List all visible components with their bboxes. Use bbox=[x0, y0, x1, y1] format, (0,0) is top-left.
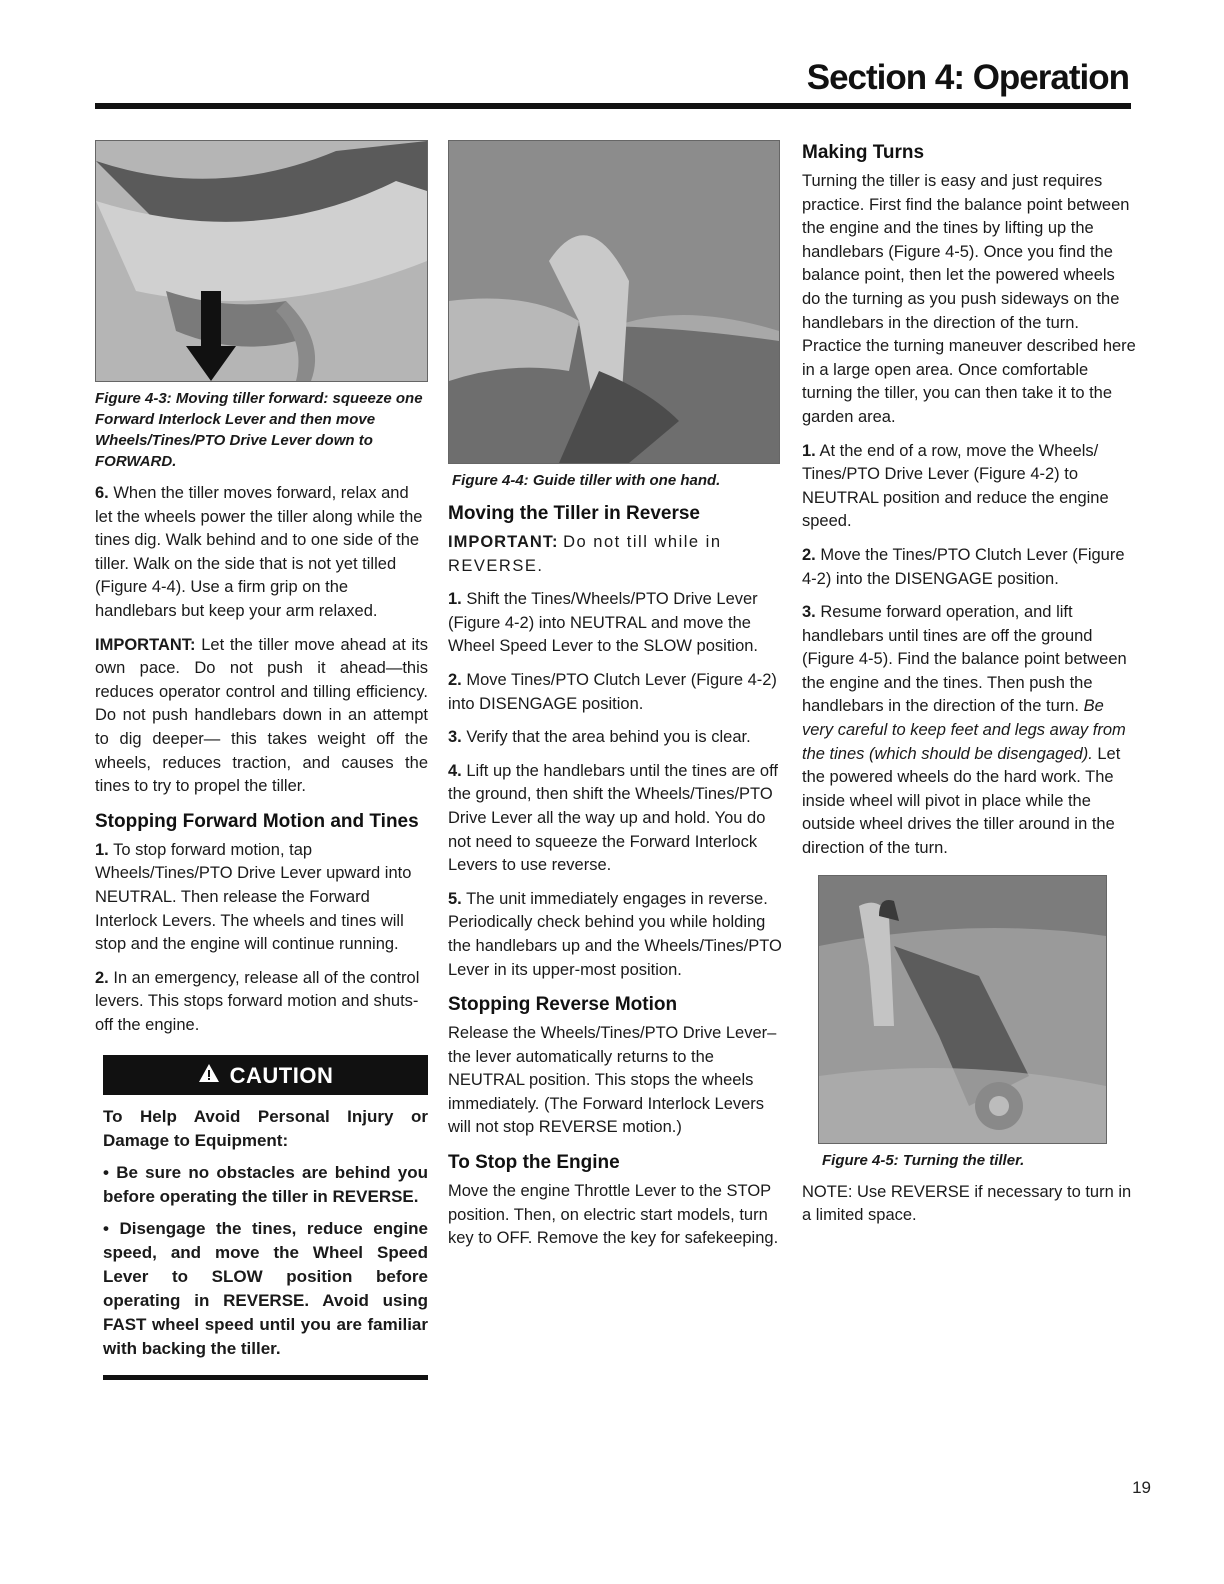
important-text: Let the tiller move ahead at its own pace. Do not push it ahead—this reduces operator control and tilling efficiency. Do not push handlebars down in an attempt to dig deeper— this takes weight off the wheels, reduces traction, and causes the tines to try to propel the tiller. bbox=[95, 635, 428, 796]
stop-step-1 bbox=[95, 839, 428, 957]
step-number: 1. bbox=[802, 441, 816, 460]
caution-bullet-1: • Be sure no obstacles are behind you before operating the tiller in REVERSE. bbox=[103, 1163, 428, 1207]
heading-stopping-forward: Stopping Forward Motion and Tines bbox=[95, 810, 419, 832]
turn-step-1 bbox=[802, 440, 1136, 534]
important-text: Do not till while in REVERSE. bbox=[448, 533, 722, 575]
warning-triangle-icon bbox=[198, 1063, 220, 1088]
reverse-step-4 bbox=[448, 760, 782, 878]
step-text: In an emergency, release all of the control levers. This stops forward motion and shuts-off the engine. bbox=[95, 968, 420, 1034]
turns-intro: Turning the tiller is easy and just requires practice. First find the balance point between the engine and the tines by lifting up the handlebars (Figure 4-5). Once you find the balance point, then let the powered wheels do the turning as you push sideways on the handlebars in the direction of the turn. Practice the turning maneuver described here in a large open area. Once comfortable turning the tiller, you can then take it to the garden area. bbox=[802, 172, 1136, 426]
caution-bottom-rule bbox=[103, 1375, 428, 1380]
heading-stop-engine: To Stop the Engine bbox=[448, 1152, 620, 1174]
caution-label: CAUTION bbox=[229, 1062, 334, 1088]
step-warning-italic: Be very careful to keep feet and legs away from the tines (which should be disengaged). bbox=[802, 697, 1126, 763]
step-text: Verify that the area behind you is clear. bbox=[466, 728, 751, 747]
turn-step-3 bbox=[802, 601, 1136, 861]
note-text: NOTE: Use REVERSE if necessary to turn in a limited space. bbox=[802, 1182, 1132, 1225]
heading-moving-reverse: Moving the Tiller in Reverse bbox=[448, 503, 701, 524]
reverse-step-2 bbox=[448, 669, 782, 716]
paragraph-step-6 bbox=[95, 482, 428, 624]
reverse-step-1 bbox=[448, 588, 782, 659]
step-number: 1. bbox=[448, 590, 462, 609]
important-label: IMPORTANT: bbox=[95, 635, 196, 654]
stop-engine-text: Move the engine Throttle Lever to the STOP position. Then, on electric start models, turn key to OFF. Remove the key for safekeeping. bbox=[448, 1182, 779, 1248]
step-text: At the end of a row, move the Wheels/ Tines/PTO Drive Lever (Figure 4-2) to NEUTRAL position and reduce the engine speed. bbox=[802, 441, 1109, 531]
reverse-step-3 bbox=[448, 726, 782, 750]
right-column bbox=[802, 140, 1136, 1238]
stop-step-2 bbox=[95, 967, 428, 1038]
important-label: IMPORTANT: bbox=[448, 533, 559, 551]
reverse-important bbox=[448, 531, 782, 578]
heading-making-turns: Making Turns bbox=[802, 142, 925, 163]
caution-intro: To Help Avoid Personal Injury or Damage to Equipment: bbox=[103, 1107, 428, 1151]
step-text: The unit immediately engages in reverse. Periodically check behind you while holding the handlebars up and the Wheels/Tines/PTO Lever in its upper-most position. bbox=[448, 889, 782, 979]
stopping-reverse-text: Release the Wheels/Tines/PTO Drive Lever– the lever automatically returns to the NEUTRAL position. This stops the wheels immediately. (The Forward Interlock Levers will not stop REVERSE motion.) bbox=[448, 1024, 777, 1137]
step-text: Resume forward operation, and lift handlebars until tines are off the ground (Figure 4-5). Find the balance point between the engine and the tines. Then push the handlebars in the direction of the turn. bbox=[802, 603, 1127, 716]
caution-banner bbox=[103, 1055, 428, 1095]
figure-4-5-photo bbox=[818, 875, 1107, 1144]
middle-column bbox=[448, 140, 782, 1261]
figure-4-5-caption: Figure 4-5: Turning the tiller. bbox=[822, 1151, 1025, 1169]
left-column bbox=[95, 140, 428, 1380]
header-rule bbox=[95, 103, 1131, 109]
page-number: 19 bbox=[1132, 1478, 1151, 1497]
step-number: 3. bbox=[448, 728, 462, 747]
step-text: Lift up the handlebars until the tines are off the ground, then shift the Wheels/Tines/PTO Drive Lever all the way up and hold. You do not need to squeeze the Forward Interlock Levers to use reverse. bbox=[448, 761, 778, 875]
figure-4-4-caption: Figure 4-4: Guide tiller with one hand. bbox=[452, 472, 721, 489]
reverse-step-5 bbox=[448, 888, 782, 982]
step-text-continued: Let the powered wheels do the hard work. The inside wheel will pivot in place while the outside wheel drives the tiller around in the direction of the turn. bbox=[802, 744, 1121, 858]
caution-bullet-2: • Disengage the tines, reduce engine speed, and move the Wheel Speed Lever to SLOW position before operating in REVERSE. Avoid using FAST wheel speed until you are familiar with backing the tiller. bbox=[103, 1219, 428, 1359]
figure-4-3-photo bbox=[95, 140, 428, 382]
step-number: 2. bbox=[448, 670, 462, 689]
step-text: Move Tines/PTO Clutch Lever (Figure 4-2) into DISENGAGE position. bbox=[448, 670, 777, 713]
important-note bbox=[95, 634, 428, 799]
step-number: 2. bbox=[95, 968, 109, 987]
turn-step-2 bbox=[802, 544, 1136, 591]
figure-4-3-caption: Figure 4-3: Moving tiller forward: squeeze one Forward Interlock Lever and then move Wheels/Tines/PTO Drive Lever down to FORWARD. bbox=[95, 390, 423, 470]
page-title: Section 4: Operation bbox=[806, 58, 1129, 97]
step-text: Shift the Tines/Wheels/PTO Drive Lever (Figure 4-2) into NEUTRAL and move the Wheel Speed Lever to the SLOW position. bbox=[448, 590, 759, 656]
step-number: 6. bbox=[95, 484, 109, 502]
step-number: 1. bbox=[95, 840, 109, 859]
step-number: 4. bbox=[448, 761, 462, 780]
step-text: To stop forward motion, tap Wheels/Tines/PTO Drive Lever upward into NEUTRAL. Then release the Forward Interlock Levers. The wheels and tines will stop and the engine will continue running. bbox=[95, 840, 412, 954]
heading-stopping-reverse: Stopping Reverse Motion bbox=[448, 994, 678, 1016]
step-number: 5. bbox=[448, 889, 462, 908]
figure-4-4-photo bbox=[448, 140, 780, 464]
step-text: Move the Tines/PTO Clutch Lever (Figure 4-2) into the DISENGAGE position. bbox=[802, 545, 1125, 588]
step-text: When the tiller moves forward, relax and let the wheels power the tiller along while the tines dig. Walk behind and to one side of the tiller. Walk on the side that is not yet tilled (Figure 4-4). Use a firm grip on the handlebars but keep your arm relaxed. bbox=[95, 484, 423, 620]
step-number: 3. bbox=[802, 603, 816, 622]
step-number: 2. bbox=[802, 545, 816, 564]
